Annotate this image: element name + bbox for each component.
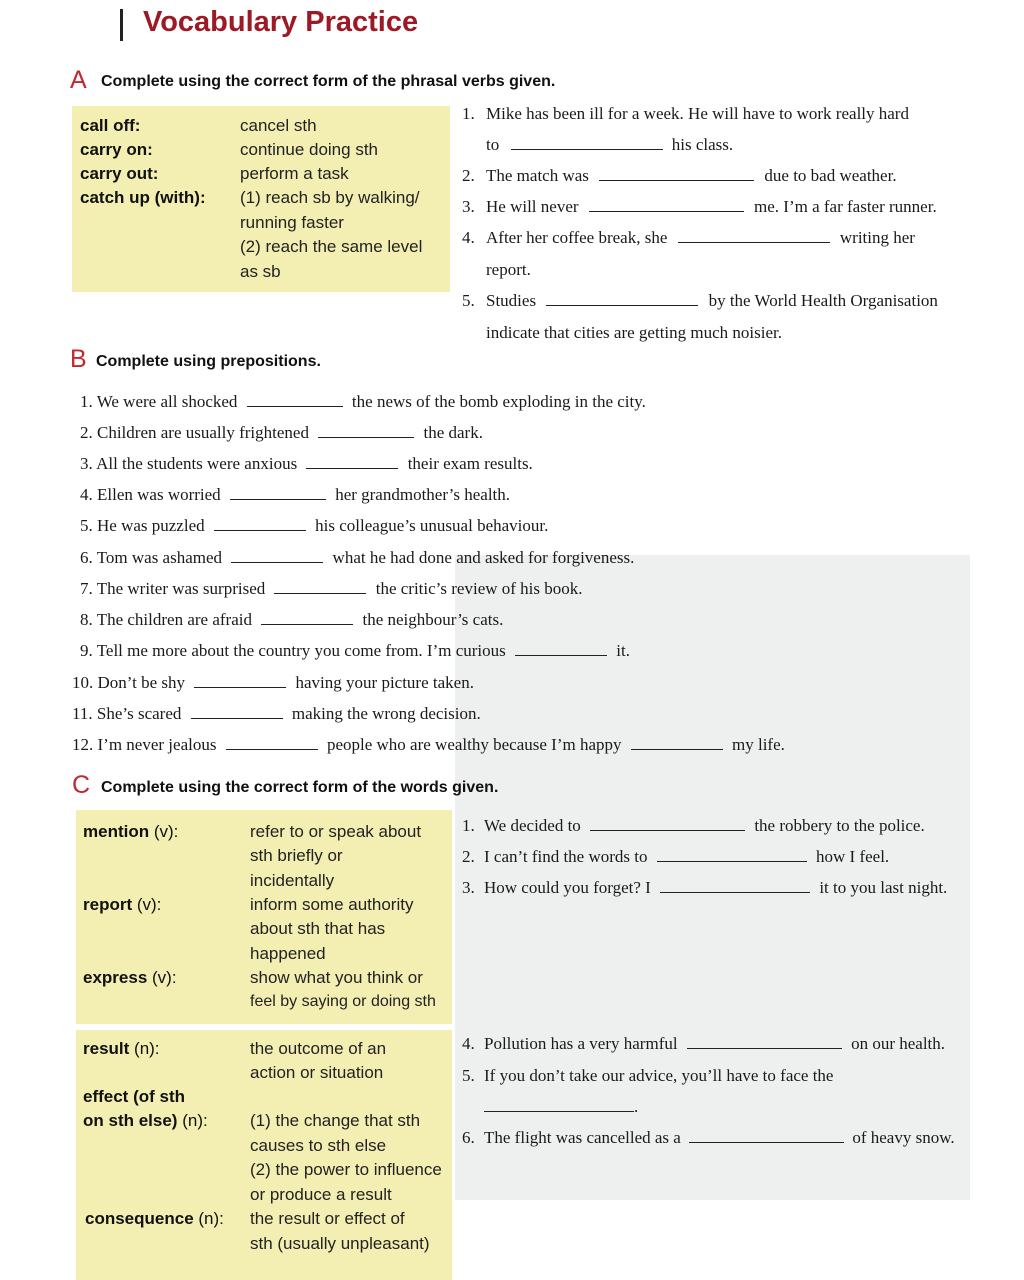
glossary-definition: sth (usually unpleasant) <box>250 1234 430 1253</box>
glossary-term: call off: <box>80 116 141 135</box>
section-b-letter: B <box>70 345 87 373</box>
exercise-a-4-cont: report. <box>486 260 531 279</box>
glossary-definition: as sb <box>240 262 281 281</box>
exercise-a-5-cont: indicate that cities are getting much noisier. <box>486 323 782 342</box>
glossary-definition: (1) reach sb by walking/ <box>240 188 420 207</box>
glossary-definition: running faster <box>240 213 344 232</box>
glossary-definition: inform some authority <box>250 895 414 914</box>
answer-blank[interactable] <box>687 1035 842 1049</box>
exercise-b-6: 6. Tom was ashamed what he had done and asked for forgiveness. <box>80 548 635 567</box>
answer-blank[interactable] <box>231 549 323 563</box>
glossary-definition: (2) reach the same level <box>240 237 423 256</box>
answer-blank[interactable] <box>226 736 318 750</box>
answer-blank[interactable] <box>660 879 810 893</box>
answer-blank[interactable] <box>261 611 353 625</box>
exercise-b-4: 4. Ellen was worried her grandmother’s health. <box>80 485 511 504</box>
glossary-term: effect (of sth <box>83 1087 185 1106</box>
exercise-b-7: 7. The writer was surprised the critic’s review of his book. <box>80 579 583 598</box>
glossary-definition: sth briefly or <box>250 846 343 865</box>
answer-blank[interactable] <box>318 424 414 438</box>
glossary-definition: the result or effect of <box>250 1209 405 1228</box>
glossary-definition: incidentally <box>250 871 335 890</box>
exercise-b-8: 8. The children are afraid the neighbour’s cats. <box>80 610 504 629</box>
answer-blank[interactable] <box>511 136 663 150</box>
section-a-letter: A <box>70 66 87 94</box>
glossary-definition: action or situation <box>250 1063 384 1082</box>
answer-blank[interactable] <box>631 736 723 750</box>
section-b-instruction: Complete using prepositions. <box>96 353 321 370</box>
glossary-term: carry out: <box>80 164 159 183</box>
exercise-a-1: 1. Mike has been ill for a week. He will have to work really hard <box>462 104 909 123</box>
exercise-a-1-cont: to his class. <box>486 135 734 154</box>
answer-blank[interactable] <box>657 848 807 862</box>
glossary-definition: or produce a result <box>250 1185 392 1204</box>
section-c-instruction: Complete using the correct form of the words given. <box>101 779 499 796</box>
exercise-c-5: 5. If you don’t take our advice, you’ll have to face the <box>462 1066 834 1085</box>
exercise-c-6: 6. The flight was cancelled as a of heavy snow. <box>462 1128 955 1147</box>
glossary-definition: cancel sth <box>240 116 317 135</box>
exercise-number: 1. <box>462 104 475 123</box>
glossary-definition: show what you think or <box>250 968 423 987</box>
exercise-b-2: 2. Children are usually frightened the dark. <box>80 423 483 442</box>
answer-blank[interactable] <box>689 1129 844 1143</box>
exercise-b-11: 11. She’s scared making the wrong decision. <box>72 704 481 723</box>
glossary-term: result (n): <box>83 1039 160 1058</box>
exercise-c-4: 4. Pollution has a very harmful on our health. <box>462 1034 946 1053</box>
exercise-c-2: 2. I can’t find the words to how I feel. <box>462 847 890 866</box>
answer-blank[interactable] <box>194 674 286 688</box>
exercise-a-5: 5. Studies by the World Health Organisation <box>462 291 938 310</box>
glossary-definition: continue doing sth <box>240 140 378 159</box>
exercise-a-2: 2. The match was due to bad weather. <box>462 166 897 185</box>
glossary-definition: feel by saying or doing sth <box>250 993 436 1010</box>
glossary-term: catch up (with): <box>80 188 206 207</box>
answer-blank[interactable] <box>678 229 830 243</box>
answer-blank[interactable] <box>590 817 745 831</box>
glossary-definition: (1) the change that sth <box>250 1111 421 1130</box>
title-bar <box>120 9 123 41</box>
glossary-term: consequence (n): <box>85 1209 224 1228</box>
glossary-term: on sth else) (n): <box>83 1111 208 1130</box>
glossary-definition: causes to sth else <box>250 1136 387 1155</box>
glossary-term: carry on: <box>80 140 153 159</box>
page-title: Vocabulary Practice <box>143 6 419 38</box>
exercise-a-4: 4. After her coffee break, she writing her <box>462 228 915 247</box>
answer-blank[interactable] <box>599 167 754 181</box>
answer-blank[interactable] <box>247 393 343 407</box>
exercise-c-1: 1. We decided to the robbery to the police. <box>462 816 925 835</box>
glossary-definition: perform a task <box>240 164 349 183</box>
exercise-b-3: 3. All the students were anxious their exam results. <box>80 454 533 473</box>
glossary-definition: (2) the power to influence <box>250 1160 442 1179</box>
answer-blank[interactable] <box>191 705 283 719</box>
exercise-c-5-cont: . <box>484 1097 638 1117</box>
answer-blank[interactable] <box>515 642 607 656</box>
answer-blank[interactable] <box>589 198 744 212</box>
answer-blank[interactable] <box>306 455 398 469</box>
glossary-definition: happened <box>250 944 326 963</box>
section-a-instruction: Complete using the correct form of the phrasal verbs given. <box>101 73 556 90</box>
exercise-a-3: 3. He will never me. I’m a far faster runner. <box>462 197 937 216</box>
answer-blank[interactable] <box>214 517 306 531</box>
answer-blank[interactable] <box>546 292 698 306</box>
answer-blank[interactable] <box>230 486 326 500</box>
exercise-b-1: 1. We were all shocked the news of the bomb exploding in the city. <box>80 392 646 411</box>
answer-blank[interactable] <box>484 1098 634 1112</box>
glossary-definition: the outcome of an <box>250 1039 387 1058</box>
glossary-definition: refer to or speak about <box>250 822 422 841</box>
glossary-term: mention (v): <box>83 822 179 841</box>
glossary-term: express (v): <box>83 968 177 987</box>
exercise-b-10: 10. Don’t be shy having your picture taken. <box>72 673 474 692</box>
glossary-definition: about sth that has <box>250 919 386 938</box>
exercise-c-3: 3. How could you forget? I it to you last night. <box>462 878 948 897</box>
section-c-letter: C <box>72 771 91 799</box>
exercise-b-12: 12. I’m never jealous people who are wealthy because I’m happy my life. <box>72 735 785 754</box>
exercise-b-9: 9. Tell me more about the country you come from. I’m curious it. <box>80 641 630 660</box>
answer-blank[interactable] <box>274 580 366 594</box>
glossary-term: report (v): <box>83 895 162 914</box>
exercise-b-5: 5. He was puzzled his colleague’s unusual behaviour. <box>80 516 549 535</box>
